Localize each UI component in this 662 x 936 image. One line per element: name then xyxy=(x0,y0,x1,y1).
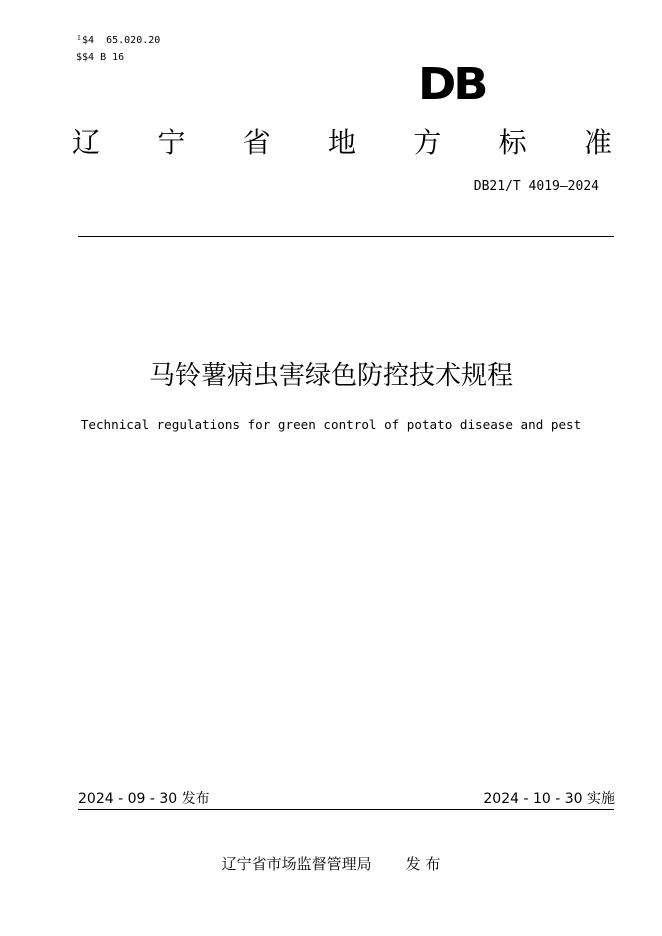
ics-code: ᴵ$4 65.020.20 xyxy=(76,35,161,46)
standard-number: DB21/T 4019—2024 xyxy=(473,179,599,194)
publisher-name: 辽宁省市场监督管理局 xyxy=(221,855,372,873)
standard-type-char: 宁 xyxy=(157,126,186,159)
issue-date: 2024 - 09 - 30 发布 xyxy=(78,791,210,807)
standard-type-char: 方 xyxy=(413,126,442,159)
classification-codes xyxy=(76,32,160,66)
standard-type-char: 地 xyxy=(327,126,356,159)
standard-type-char: 标 xyxy=(498,126,527,159)
top-divider xyxy=(78,236,614,237)
title-chinese: 马铃薯病虫害绿色防控技术规程 xyxy=(148,361,513,391)
standard-type-heading xyxy=(72,124,612,162)
publisher-action: 发 布 xyxy=(405,855,441,873)
publisher-line xyxy=(0,853,662,874)
bottom-divider xyxy=(78,809,614,810)
implementation-date: 2024 - 10 - 30 实施 xyxy=(483,791,615,807)
standard-type-char: 辽 xyxy=(72,126,101,159)
standard-type-char: 省 xyxy=(242,126,271,159)
ccs-code: $$4 B 16 xyxy=(76,52,125,63)
title-english: Technical regulations for green control of potato disease and pest xyxy=(80,417,582,432)
standard-type-char: 准 xyxy=(583,126,612,159)
db-logo: DB xyxy=(418,59,486,110)
